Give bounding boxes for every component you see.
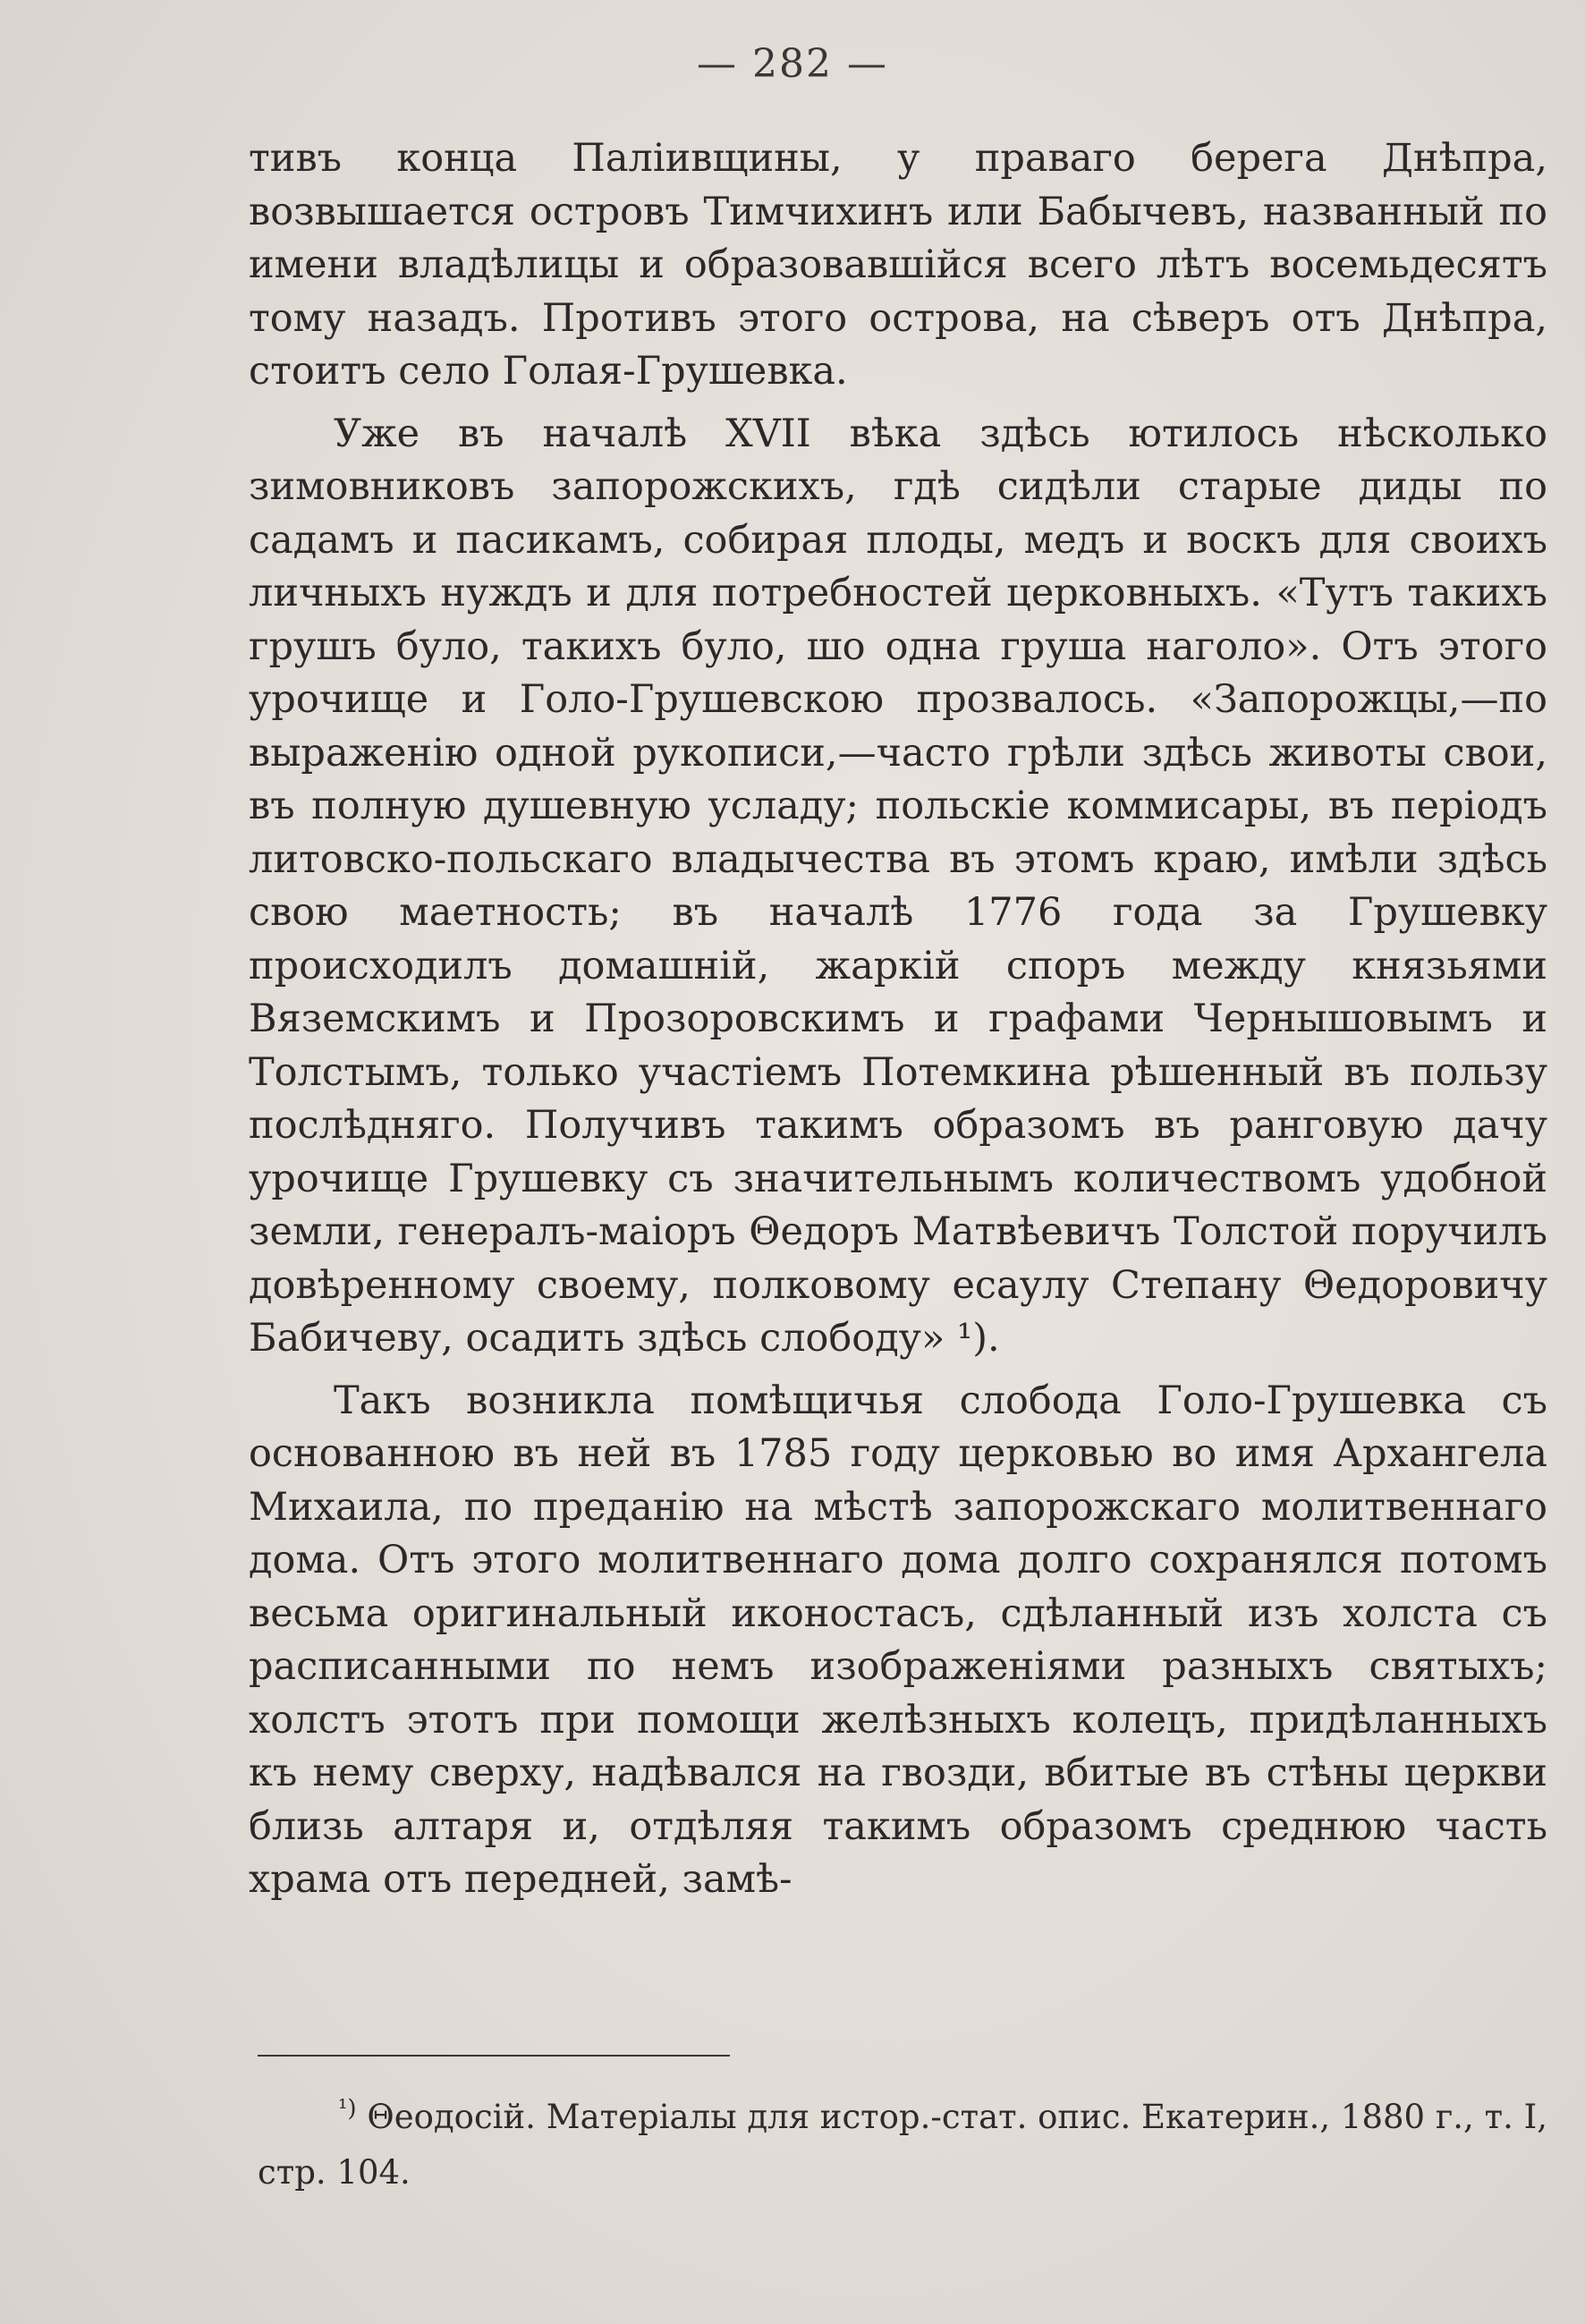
main-text <box>249 132 1547 1907</box>
footnote <box>258 2090 1547 2201</box>
page-number: — 282 — <box>697 41 888 87</box>
footnote-divider <box>258 2055 730 2057</box>
paragraph-2: Уже въ началѣ XVII вѣка здѣсь ютилось нѣсколько зимовниковъ запорожскихъ, гдѣ сидѣли старые диды по садамъ и пасикамъ, собирая плоды, медъ и воскъ для своихъ личныхъ нуждъ и для потребностей церковныхъ. «Тутъ такихъ грушъ було, такихъ було, шо одна груша наголо». Отъ этого урочище и Голо-Грушевскою прозвалось. «Запорожцы,—по выраженiю одной рукописи,—часто грѣли здѣсь животы свои, въ полную душевную усладу; польскiе коммисары, въ перiодъ литовско-польскаго владычества въ этомъ краю, имѣли здѣсь свою маетность; въ началѣ 1776 года за Грушевку происходилъ домашнiй, жаркiй споръ между князьями Вяземскимъ и Прозоровскимъ и графами Чернышовымъ и Толстымъ, только участiемъ Потемкина рѣшенный въ пользу послѣдняго. Получивъ такимъ образомъ въ ранговую дачу урочище Грушевку съ значительнымъ количествомъ удобной земли, генералъ-маiоръ Θедоръ Матвѣевичъ Толстой поручилъ довѣренному своему, полковому есаулу Степану Θедоровичу Бабичеву, осадить здѣсь слободу» ¹). <box>249 411 1547 1361</box>
paragraph-1: тивъ конца Палiивщины, у праваго берега Днѣпра, возвышается островъ Тимчихинъ или Бабычевъ, названный по имени владѣлицы и образовавшiйся всего лѣтъ восемьдесятъ тому назадъ. Противъ этого острова, на сѣверъ отъ Днѣпра, стоитъ село Голая-Грушевка. <box>249 136 1547 394</box>
footnote-mark: ¹) <box>338 2095 357 2123</box>
paragraph-3: Такъ возникла помѣщичья слобода Голо-Грушевка съ основанною въ ней въ 1785 году церковью во имя Архангела Михаила, по преданiю на мѣстѣ запорожскаго молитвеннаго дома. Отъ этого молитвеннаго дома долго сохранялся потомъ весьма оригинальный иконостасъ, сдѣланный изъ холста съ расписанными по немъ изображенiями разныхъ святыхъ; холстъ этотъ при помощи желѣзныхъ колецъ, придѣланныхъ къ нему сверху, надѣвался на гвозди, вбитые въ стѣны церкви близь алтаря и, отдѣляя такимъ образомъ среднюю часть храма отъ передней, замѣ- <box>249 1378 1547 1902</box>
footnote-text: Θеодосiй. Матерiалы для истор.-стат. опис. Екатерин., 1880 г., т. I, стр. 104. <box>258 2098 1548 2192</box>
